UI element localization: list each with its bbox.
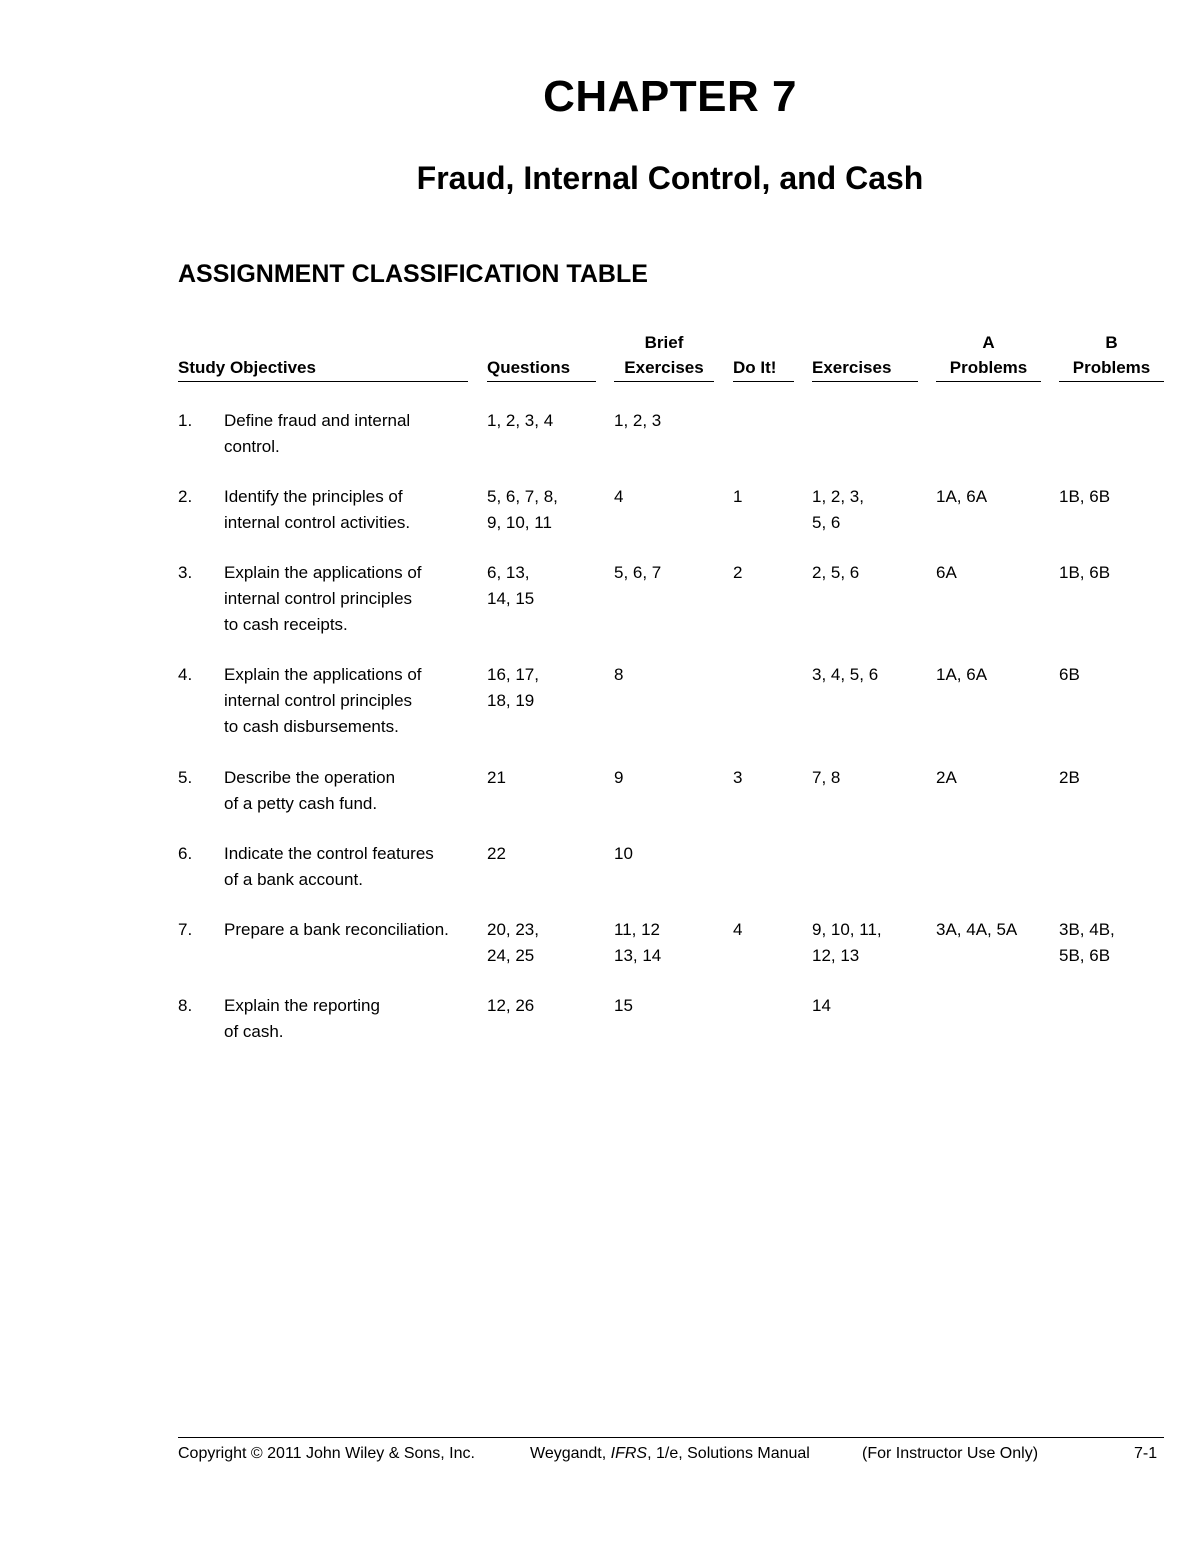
row-questions bbox=[487, 484, 558, 536]
row-objective-line: Identify the principles of bbox=[224, 487, 403, 506]
row-brief-exercises bbox=[614, 993, 633, 1019]
row-a-problems bbox=[936, 765, 957, 791]
row-exercises-line: 9, 10, 11, bbox=[812, 920, 882, 939]
row-exercises bbox=[812, 841, 817, 867]
row-b-problems-line bbox=[1059, 841, 1064, 867]
row-number: 8. bbox=[178, 996, 193, 1015]
header-a-problems: A Problems bbox=[936, 330, 1041, 382]
header-exercises: Exercises bbox=[812, 330, 918, 382]
row-do-it bbox=[733, 841, 738, 867]
row-brief-exercises-line: 4 bbox=[614, 487, 624, 506]
row-questions bbox=[487, 560, 534, 612]
row-exercises-line: 1, 2, 3, bbox=[812, 487, 864, 506]
footer-book-title: IFRS bbox=[610, 1445, 648, 1462]
row-objective-line: to cash receipts. bbox=[224, 615, 348, 634]
row-questions-line: 21 bbox=[487, 768, 506, 787]
row-questions bbox=[487, 765, 506, 791]
footer-page-number: 7-1 bbox=[1134, 1445, 1158, 1462]
row-a-problems-line bbox=[936, 408, 941, 434]
row-objective bbox=[224, 560, 422, 638]
row-number: 3. bbox=[178, 563, 193, 582]
section-title: ASSIGNMENT CLASSIFICATION TABLE bbox=[178, 260, 648, 288]
row-a-problems-line: 3A, 4A, 5A bbox=[936, 920, 1018, 939]
row-objective-line: of a petty cash fund. bbox=[224, 794, 378, 813]
row-do-it-line bbox=[733, 662, 738, 688]
row-b-problems-line: 6B bbox=[1059, 665, 1080, 684]
row-b-problems-line: 1B, 6B bbox=[1059, 487, 1111, 506]
row-do-it-line: 3 bbox=[733, 768, 743, 787]
row-questions bbox=[487, 993, 534, 1019]
row-brief-exercises bbox=[614, 408, 661, 434]
row-do-it-line bbox=[733, 408, 738, 434]
row-do-it bbox=[733, 408, 738, 434]
row-brief-exercises bbox=[614, 662, 623, 688]
row-do-it bbox=[733, 765, 742, 791]
row-objective-line: Explain the applications of bbox=[224, 563, 422, 582]
row-b-problems bbox=[1059, 662, 1080, 688]
row-a-problems-line: 1A, 6A bbox=[936, 487, 988, 506]
header-do-it: Do It! bbox=[733, 330, 794, 382]
row-b-problems bbox=[1059, 765, 1080, 791]
footer-rule bbox=[178, 1437, 1164, 1438]
row-a-problems-line: 1A, 6A bbox=[936, 665, 988, 684]
row-b-problems bbox=[1059, 993, 1064, 1019]
row-brief-exercises bbox=[614, 917, 661, 969]
row-do-it bbox=[733, 993, 738, 1019]
row-do-it-line: 1 bbox=[733, 487, 743, 506]
row-objective bbox=[224, 993, 380, 1045]
row-a-problems bbox=[936, 662, 987, 688]
row-do-it bbox=[733, 484, 742, 510]
row-questions-line: 14, 15 bbox=[487, 589, 535, 608]
row-b-problems-line: 2B bbox=[1059, 768, 1080, 787]
row-exercises-line: 5, 6 bbox=[812, 513, 841, 532]
row-exercises bbox=[812, 765, 840, 791]
row-objective-line: to cash disbursements. bbox=[224, 717, 399, 736]
row-a-problems-line bbox=[936, 841, 941, 867]
row-number: 4. bbox=[178, 665, 193, 684]
row-questions-line: 1, 2, 3, 4 bbox=[487, 411, 554, 430]
row-exercises bbox=[812, 662, 878, 688]
row-questions bbox=[487, 408, 553, 434]
row-number: 6. bbox=[178, 844, 193, 863]
row-do-it bbox=[733, 662, 738, 688]
row-b-problems bbox=[1059, 841, 1064, 867]
row-brief-exercises-line: 9 bbox=[614, 768, 624, 787]
row-objective-line: control. bbox=[224, 437, 280, 456]
row-objective bbox=[224, 484, 410, 536]
footer-use: (For Instructor Use Only) bbox=[862, 1445, 1039, 1462]
row-objective bbox=[224, 917, 449, 943]
row-objective bbox=[224, 662, 422, 740]
row-do-it-line: 2 bbox=[733, 563, 743, 582]
row-objective-line: Describe the operation bbox=[224, 768, 396, 787]
row-objective bbox=[224, 765, 395, 817]
chapter-title: CHAPTER 7 bbox=[543, 72, 797, 121]
row-exercises-line: 2, 5, 6 bbox=[812, 563, 860, 582]
row-objective-line: internal control principles bbox=[224, 691, 413, 710]
row-brief-exercises bbox=[614, 484, 623, 510]
chapter-subtitle: Fraud, Internal Control, and Cash bbox=[416, 160, 924, 196]
row-objective-line: Define fraud and internal bbox=[224, 411, 411, 430]
row-number: 7. bbox=[178, 920, 193, 939]
header-b-problems: B Problems bbox=[1059, 330, 1164, 382]
row-objective bbox=[224, 841, 434, 893]
row-b-problems bbox=[1059, 408, 1064, 434]
row-a-problems bbox=[936, 841, 941, 867]
row-brief-exercises-line: 8 bbox=[614, 665, 624, 684]
header-study-objectives: Study Objectives bbox=[178, 330, 468, 382]
row-do-it-line bbox=[733, 841, 738, 867]
row-questions-line: 24, 25 bbox=[487, 946, 535, 965]
row-a-problems-line: 2A bbox=[936, 768, 957, 787]
row-exercises-line: 3, 4, 5, 6 bbox=[812, 665, 879, 684]
row-questions-line: 20, 23, bbox=[487, 920, 539, 939]
row-exercises-line: 7, 8 bbox=[812, 768, 841, 787]
row-brief-exercises bbox=[614, 560, 661, 586]
row-questions bbox=[487, 662, 539, 714]
header-questions: Questions bbox=[487, 330, 596, 382]
row-a-problems bbox=[936, 560, 957, 586]
row-a-problems-line: 6A bbox=[936, 563, 957, 582]
row-number: 5. bbox=[178, 768, 193, 787]
footer-edition: , 1/e, Solutions Manual bbox=[647, 1445, 810, 1462]
row-b-problems-line bbox=[1059, 993, 1064, 1019]
row-number: 2. bbox=[178, 487, 193, 506]
row-do-it-line bbox=[733, 993, 738, 1019]
row-do-it bbox=[733, 917, 742, 943]
row-brief-exercises-line: 5, 6, 7 bbox=[614, 563, 662, 582]
row-objective-line: Indicate the control features bbox=[224, 844, 434, 863]
row-b-problems bbox=[1059, 560, 1110, 586]
row-b-problems bbox=[1059, 917, 1115, 969]
row-exercises-line bbox=[812, 841, 817, 867]
row-questions-line: 18, 19 bbox=[487, 691, 535, 710]
row-objective-line: of cash. bbox=[224, 1022, 284, 1041]
row-a-problems bbox=[936, 408, 941, 434]
row-exercises-line bbox=[812, 408, 817, 434]
row-objective-line: internal control principles bbox=[224, 589, 413, 608]
row-objective-line: internal control activities. bbox=[224, 513, 411, 532]
row-objective-line: Explain the reporting bbox=[224, 996, 380, 1015]
footer-author: Weygandt, bbox=[530, 1445, 611, 1462]
row-a-problems bbox=[936, 484, 987, 510]
row-b-problems-line: 3B, 4B, bbox=[1059, 920, 1115, 939]
row-do-it-line: 4 bbox=[733, 920, 743, 939]
row-questions-line: 6, 13, bbox=[487, 563, 530, 582]
row-exercises-line: 12, 13 bbox=[812, 946, 860, 965]
row-objective bbox=[224, 408, 410, 460]
row-brief-exercises bbox=[614, 841, 633, 867]
row-brief-exercises-line: 1, 2, 3 bbox=[614, 411, 662, 430]
row-brief-exercises bbox=[614, 765, 623, 791]
row-questions-line: 12, 26 bbox=[487, 996, 535, 1015]
row-brief-exercises-line: 13, 14 bbox=[614, 946, 662, 965]
row-brief-exercises-line: 10 bbox=[614, 844, 633, 863]
row-a-problems bbox=[936, 993, 941, 1019]
row-exercises bbox=[812, 408, 817, 434]
row-do-it bbox=[733, 560, 742, 586]
row-objective-line: Prepare a bank reconciliation. bbox=[224, 920, 449, 939]
row-exercises bbox=[812, 484, 864, 536]
footer-book-info bbox=[530, 1443, 810, 1465]
row-objective-line: of a bank account. bbox=[224, 870, 363, 889]
row-b-problems-line: 5B, 6B bbox=[1059, 946, 1111, 965]
row-questions bbox=[487, 917, 539, 969]
row-exercises-line: 14 bbox=[812, 996, 831, 1015]
row-a-problems-line bbox=[936, 993, 941, 1019]
row-exercises bbox=[812, 993, 831, 1019]
row-objective-line: Explain the applications of bbox=[224, 665, 422, 684]
footer-copyright: Copyright © 2011 John Wiley & Sons, Inc. bbox=[178, 1445, 475, 1462]
row-questions-line: 16, 17, bbox=[487, 665, 539, 684]
row-b-problems bbox=[1059, 484, 1110, 510]
row-b-problems-line bbox=[1059, 408, 1064, 434]
row-a-problems bbox=[936, 917, 1017, 943]
row-exercises bbox=[812, 560, 859, 586]
row-brief-exercises-line: 15 bbox=[614, 996, 633, 1015]
row-questions-line: 5, 6, 7, 8, bbox=[487, 487, 558, 506]
row-b-problems-line: 1B, 6B bbox=[1059, 563, 1111, 582]
row-brief-exercises-line: 11, 12 bbox=[614, 920, 661, 939]
row-number: 1. bbox=[178, 411, 193, 430]
row-questions-line: 9, 10, 11 bbox=[487, 513, 552, 532]
header-brief-exercises: Brief Exercises bbox=[614, 330, 714, 382]
row-questions-line: 22 bbox=[487, 844, 506, 863]
row-exercises bbox=[812, 917, 882, 969]
row-questions bbox=[487, 841, 506, 867]
